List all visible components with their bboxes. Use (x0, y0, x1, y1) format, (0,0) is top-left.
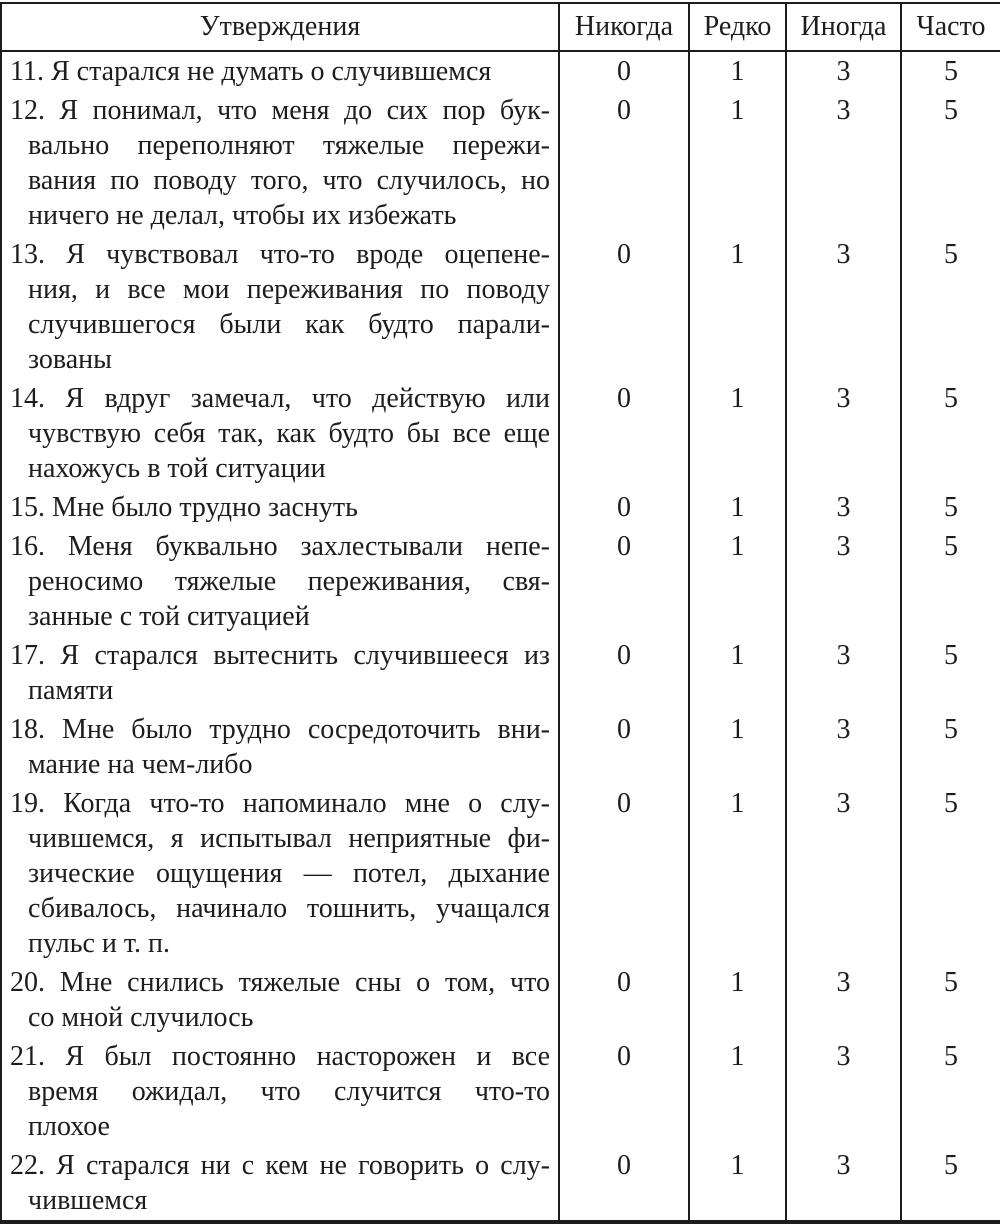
statement-line: мание на чем-либо (28, 749, 253, 780)
value-cell: 1 (689, 379, 786, 488)
value-cell: 3 (786, 784, 901, 963)
statement-line: вания по поводу того, что случилось, но (28, 165, 550, 196)
statement-line: реносимо тяжелые переживания, свя- (28, 566, 550, 597)
statement-line: нахожусь в той ситуации (28, 453, 326, 484)
value-cell: 3 (786, 379, 901, 488)
value-cell: 1 (689, 636, 786, 710)
value-cell: 5 (901, 51, 1000, 91)
statement-line: 20. Мне снились тяжелые сны о том, что (10, 967, 550, 998)
value-cell: 0 (559, 488, 689, 527)
statement-line: чившемся, я испытывал неприятные фи- (28, 823, 550, 854)
column-header-statements: Утверждения (1, 3, 559, 51)
statement-line: со мной случилось (28, 1002, 254, 1033)
value-cell: 1 (689, 1037, 786, 1146)
header-row (1, 3, 1000, 51)
value-cell: 3 (786, 636, 901, 710)
column-header-often: Часто (901, 3, 1000, 51)
statement-line: 15. Мне было трудно заснуть (10, 492, 358, 523)
table-row (1, 636, 1000, 710)
value-cell: 5 (901, 488, 1000, 527)
statement-line: плохое (28, 1111, 110, 1142)
value-cell: 5 (901, 527, 1000, 636)
table-row (1, 51, 1000, 91)
value-cell: 3 (786, 488, 901, 527)
table-row (1, 488, 1000, 527)
statement-line: ничего не делал, чтобы их избежать (28, 200, 457, 231)
statement-line: зованы (28, 344, 112, 375)
value-cell: 3 (786, 1146, 901, 1222)
questionnaire-score-table (0, 2, 1000, 1224)
value-cell: 5 (901, 235, 1000, 379)
table-row (1, 527, 1000, 636)
table-row (1, 379, 1000, 488)
column-header-sometimes: Иногда (786, 3, 901, 51)
value-cell: 3 (786, 91, 901, 235)
value-cell: 1 (689, 1146, 786, 1222)
value-cell: 3 (786, 235, 901, 379)
value-cell: 1 (689, 784, 786, 963)
table-row (1, 235, 1000, 379)
value-cell: 0 (559, 784, 689, 963)
statement-line: 12. Я понимал, что меня до сих пор бук- (10, 95, 550, 126)
value-cell: 1 (689, 91, 786, 235)
value-cell: 0 (559, 710, 689, 784)
statement-line: памяти (28, 675, 114, 706)
value-cell: 0 (559, 379, 689, 488)
value-cell: 1 (689, 527, 786, 636)
statement-cell (1, 636, 559, 710)
statement-line: 19. Когда что-то напоминало мне о слу- (10, 788, 550, 819)
value-cell: 0 (559, 1037, 689, 1146)
table-row (1, 784, 1000, 963)
value-cell: 3 (786, 1037, 901, 1146)
statement-cell (1, 963, 559, 1037)
value-cell: 0 (559, 636, 689, 710)
table-row (1, 1146, 1000, 1222)
value-cell: 3 (786, 527, 901, 636)
statement-cell (1, 51, 559, 91)
statement-line: 17. Я старался вытеснить случившееся из (10, 640, 550, 671)
statement-line: зические ощущения — потел, дыхание (28, 858, 550, 889)
statement-line: 11. Я старался не думать о случившемся (10, 56, 492, 87)
table-body (1, 51, 1000, 1222)
statement-line: 13. Я чувствовал что-то вроде оцепене- (10, 239, 550, 270)
statement-cell (1, 784, 559, 963)
statement-cell (1, 91, 559, 235)
statement-line: случившегося были как будто парали- (28, 309, 550, 340)
value-cell: 5 (901, 963, 1000, 1037)
value-cell: 0 (559, 235, 689, 379)
value-cell: 1 (689, 235, 786, 379)
statement-cell (1, 527, 559, 636)
value-cell: 1 (689, 710, 786, 784)
value-cell: 5 (901, 710, 1000, 784)
table-row (1, 91, 1000, 235)
value-cell: 5 (901, 636, 1000, 710)
value-cell: 0 (559, 1146, 689, 1222)
value-cell: 5 (901, 379, 1000, 488)
value-cell: 1 (689, 488, 786, 527)
statement-line: вально переполняют тяжелые пережи- (28, 130, 550, 161)
statement-line: 18. Мне было трудно сосредоточить вни- (10, 714, 550, 745)
table-row (1, 710, 1000, 784)
statement-line: 14. Я вдруг замечал, что действую или (10, 383, 550, 414)
statement-line: сбивалось, начинало тошнить, учащался (28, 893, 550, 924)
statement-cell (1, 1146, 559, 1222)
value-cell: 5 (901, 784, 1000, 963)
value-cell: 0 (559, 527, 689, 636)
value-cell: 5 (901, 1146, 1000, 1222)
statement-cell (1, 235, 559, 379)
value-cell: 3 (786, 963, 901, 1037)
statement-cell (1, 1037, 559, 1146)
table-header (1, 3, 1000, 51)
value-cell: 5 (901, 1037, 1000, 1146)
statement-line: чившемся (28, 1185, 148, 1216)
value-cell: 3 (786, 710, 901, 784)
statement-cell (1, 488, 559, 527)
column-header-never: Никогда (559, 3, 689, 51)
statement-line: пульс и т. п. (28, 928, 171, 959)
statement-line: занные с той ситуацией (28, 601, 310, 632)
value-cell: 0 (559, 91, 689, 235)
value-cell: 0 (559, 51, 689, 91)
table-row (1, 963, 1000, 1037)
statement-line: 22. Я старался ни с кем не говорить о слу- (10, 1150, 550, 1181)
value-cell: 5 (901, 91, 1000, 235)
statement-cell (1, 710, 559, 784)
statement-cell (1, 379, 559, 488)
statement-line: ния, и все мои переживания по поводу (28, 274, 550, 305)
statement-line: 21. Я был постоянно насторожен и все (10, 1041, 550, 1072)
table-row (1, 1037, 1000, 1146)
column-header-rarely: Редко (689, 3, 786, 51)
statement-line: чувствую себя так, как будто бы все еще (28, 418, 550, 449)
statement-line: 16. Меня буквально захлестывали непе- (10, 531, 550, 562)
value-cell: 1 (689, 51, 786, 91)
value-cell: 1 (689, 963, 786, 1037)
value-cell: 0 (559, 963, 689, 1037)
statement-line: время ожидал, что случится что-то (28, 1076, 550, 1107)
value-cell: 3 (786, 51, 901, 91)
